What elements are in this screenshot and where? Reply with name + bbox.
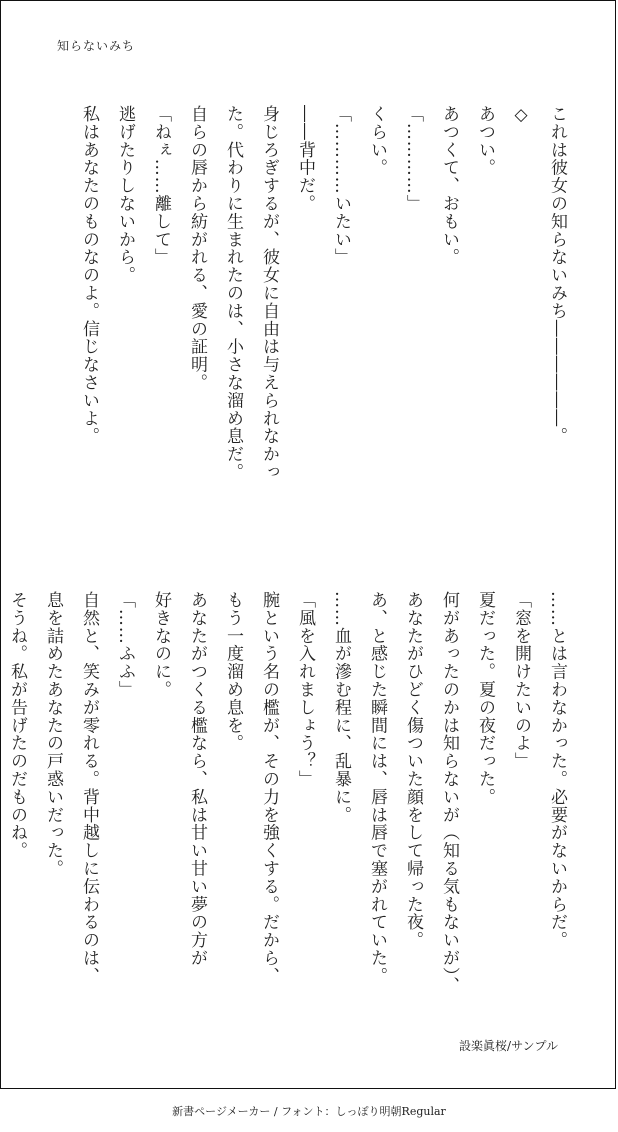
text-line: 夏だった。夏の夜だった。 bbox=[475, 591, 495, 806]
text-block-top bbox=[71, 105, 575, 485]
text-line: 「窓を開けたいのよ」 bbox=[511, 591, 531, 770]
text-line: ……血が滲む程に、乱暴に。 bbox=[331, 591, 351, 824]
generator-footer: 新書ページメーカー / フォント：しっぽり明朝Regular bbox=[172, 1105, 446, 1118]
page-header-title: 知らないみち bbox=[57, 39, 136, 53]
text-line: 「…………いたい」 bbox=[331, 105, 351, 267]
text-line: 「風を入れましょう？」 bbox=[295, 591, 315, 788]
text-line: 「……ふふ」 bbox=[115, 591, 135, 699]
text-line: 好きなのに。 bbox=[151, 591, 171, 699]
text-line: 自らの唇から紡がれる、愛の証明。 bbox=[187, 105, 207, 392]
text-line: あつい。 bbox=[475, 105, 495, 177]
text-line: 身じろぎするが、彼女に自由は与えられなかっ bbox=[259, 105, 279, 481]
text-line: た。代わりに生まれたのは、小さな溜め息だ。 bbox=[223, 105, 243, 481]
text-line: あ、と感じた瞬間には、唇は唇で塞がれていた。 bbox=[367, 591, 387, 985]
author-credit: 設楽眞桜/サンプル bbox=[459, 1039, 558, 1053]
text-line: 「…………」 bbox=[403, 105, 423, 213]
text-line: ……とは言わなかった。必要がないからだ。 bbox=[547, 591, 567, 949]
text-line: 何があったのかは知らないが（知る気もないが）、 bbox=[439, 591, 459, 995]
text-line: 自然と、笑みが零れる。背中越しに伝わるのは、 bbox=[79, 591, 99, 985]
text-line: 腕という名の檻が、その力を強くする。だから、 bbox=[259, 591, 279, 985]
text-line: 私はあなたのものなのよ。信じなさいよ。 bbox=[79, 105, 99, 446]
text-line: あなたがつくる檻なら、私は甘い甘い夢の方が bbox=[187, 591, 207, 967]
text-line: そうね。私が告げたのだものね。 bbox=[7, 591, 27, 860]
text-line: もう一度溜め息を。 bbox=[223, 591, 243, 753]
text-line: これは彼女の知らないみち――――――。 bbox=[547, 105, 567, 446]
text-line: ――背中だ。 bbox=[295, 105, 315, 213]
section-divider-diamond: ◇ bbox=[511, 105, 531, 126]
text-line: くらい。 bbox=[367, 105, 387, 177]
text-line: 逃げたりしないから。 bbox=[115, 105, 135, 284]
text-block-bottom bbox=[0, 591, 575, 1011]
text-line: 息を詰めたあなたの戸惑いだった。 bbox=[43, 591, 63, 878]
text-line: あつくて、おもい。 bbox=[439, 105, 459, 267]
text-line: あなたがひどく傷ついた顔をして帰った夜。 bbox=[403, 591, 423, 949]
text-line: 「ねぇ……離して」 bbox=[151, 105, 171, 267]
